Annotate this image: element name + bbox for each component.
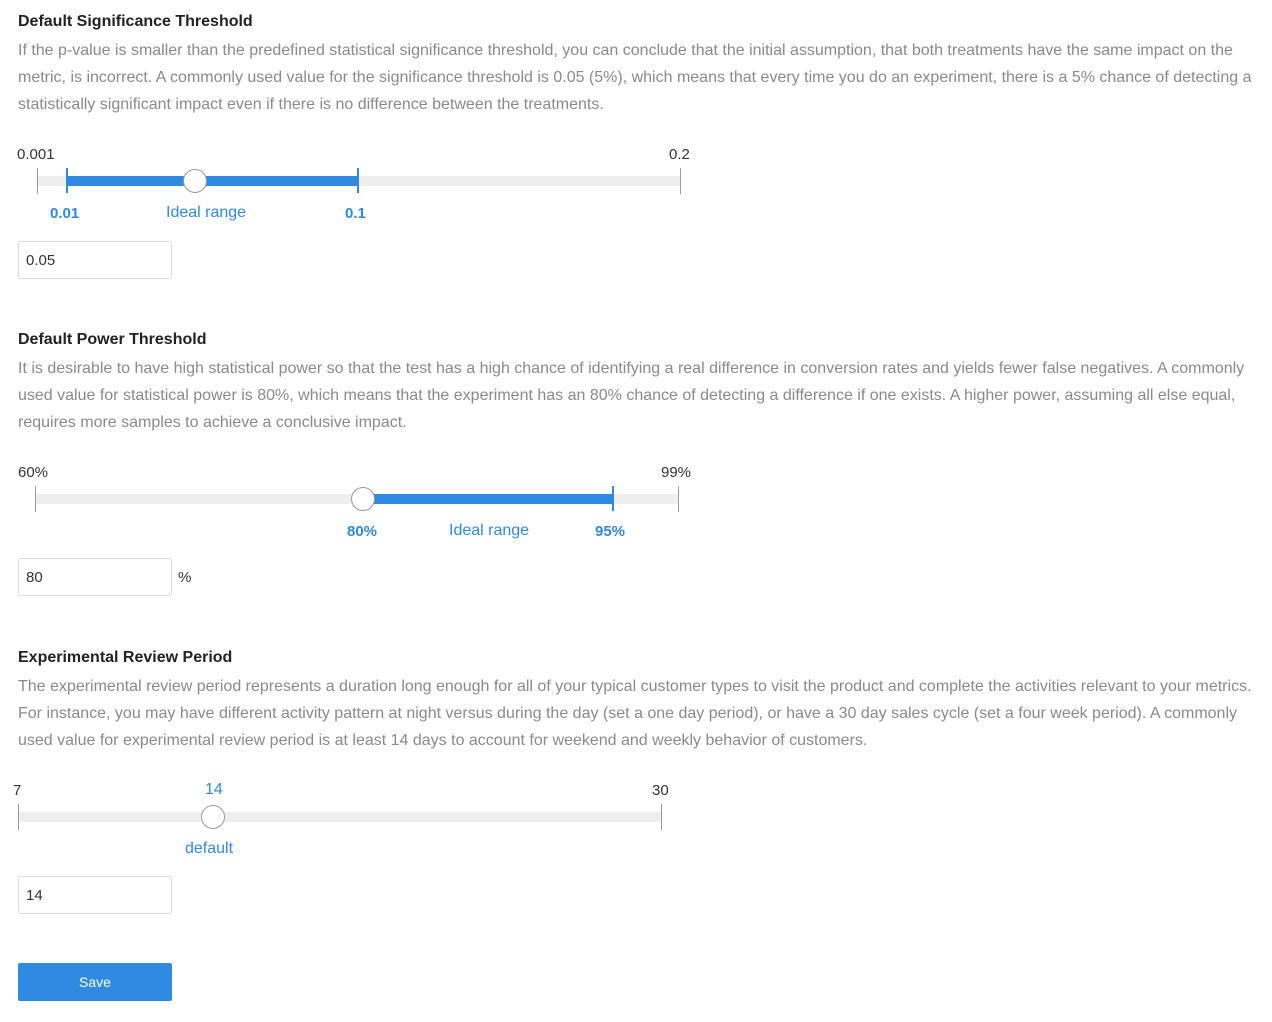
ideal-range-low-tick bbox=[66, 168, 68, 193]
ideal-range-fill bbox=[364, 494, 613, 504]
significance-title: Default Significance Threshold bbox=[18, 13, 253, 30]
power-description: It is desirable to have high statistical power so that the test has a high chance of identifying a real difference in conversion rates and yields fewer false negatives. A commonly used value for statistical power is 80%, which means that the experiment has an 80% chance of detecting a difference if one exists. A higher power, assuming all else equal, requires more samples to achieve a conclusive impact. bbox=[18, 360, 1245, 431]
default-label: default bbox=[185, 840, 234, 857]
review-period-value-input[interactable] bbox=[18, 876, 172, 914]
slider-min-tick bbox=[35, 486, 36, 512]
review-period-title: Experimental Review Period bbox=[18, 649, 233, 666]
slider-max-tick bbox=[680, 168, 681, 194]
slider-max-label: 0.2 bbox=[669, 146, 690, 163]
slider-min-label: 0.001 bbox=[17, 146, 55, 163]
power-value-input[interactable] bbox=[18, 558, 172, 596]
significance-value-input[interactable] bbox=[18, 241, 172, 279]
ideal-range-high-tick bbox=[357, 168, 359, 193]
significance-description: If the p-value is smaller than the predefined statistical significance threshold, you can conclude that the initial assumption, that both treatments have the same impact on the metric, is incorrect. A commonly used value for the significance threshold is 0.05 (5%), which means that every time you do an experiment, there is a 5% chance of detecting a statistically significant impact even if there is no difference between the treatments. bbox=[18, 42, 1252, 113]
slider-min-tick bbox=[18, 804, 19, 830]
slider-min-label: 7 bbox=[13, 782, 22, 799]
review-period-slider[interactable] bbox=[0, 776, 720, 866]
power-unit-label: % bbox=[178, 569, 192, 586]
ideal-range-low-label: 0.01 bbox=[50, 205, 80, 222]
ideal-range-high-label: 0.1 bbox=[345, 205, 366, 222]
ideal-range-high-tick bbox=[612, 486, 614, 511]
slider-track[interactable] bbox=[18, 812, 662, 822]
slider-max-label: 30 bbox=[652, 782, 669, 799]
slider-thumb[interactable] bbox=[183, 169, 207, 193]
slider-min-tick bbox=[37, 168, 38, 194]
ideal-range-low-label: 80% bbox=[347, 523, 378, 540]
slider-min-label: 60% bbox=[18, 464, 49, 481]
slider-thumb[interactable] bbox=[351, 487, 375, 511]
slider-thumb[interactable] bbox=[201, 805, 225, 829]
significance-slider[interactable] bbox=[0, 140, 720, 230]
save-button[interactable]: Save bbox=[18, 963, 172, 1001]
review-period-description: The experimental review period represents a duration long enough for all of your typical customer types to visit the product and complete the activities relevant to your metrics. For instance, you may have different activity pattern at night versus during the day (set a one day period), or have a 30 day sales cycle (set a four week period). A commonly used value for experimental review period is at least 14 days to account for weekend and weekly behavior of customers. bbox=[18, 678, 1252, 749]
ideal-range-label: Ideal range bbox=[449, 522, 530, 539]
ideal-range-label: Ideal range bbox=[166, 204, 247, 221]
slider-max-tick bbox=[661, 804, 662, 830]
ideal-range-high-label: 95% bbox=[595, 523, 626, 540]
slider-max-tick bbox=[678, 486, 679, 512]
power-title: Default Power Threshold bbox=[18, 331, 207, 348]
slider-max-label: 99% bbox=[661, 464, 692, 481]
default-value-label: 14 bbox=[205, 781, 223, 798]
power-slider[interactable] bbox=[0, 458, 720, 548]
ideal-range-fill bbox=[67, 176, 358, 186]
